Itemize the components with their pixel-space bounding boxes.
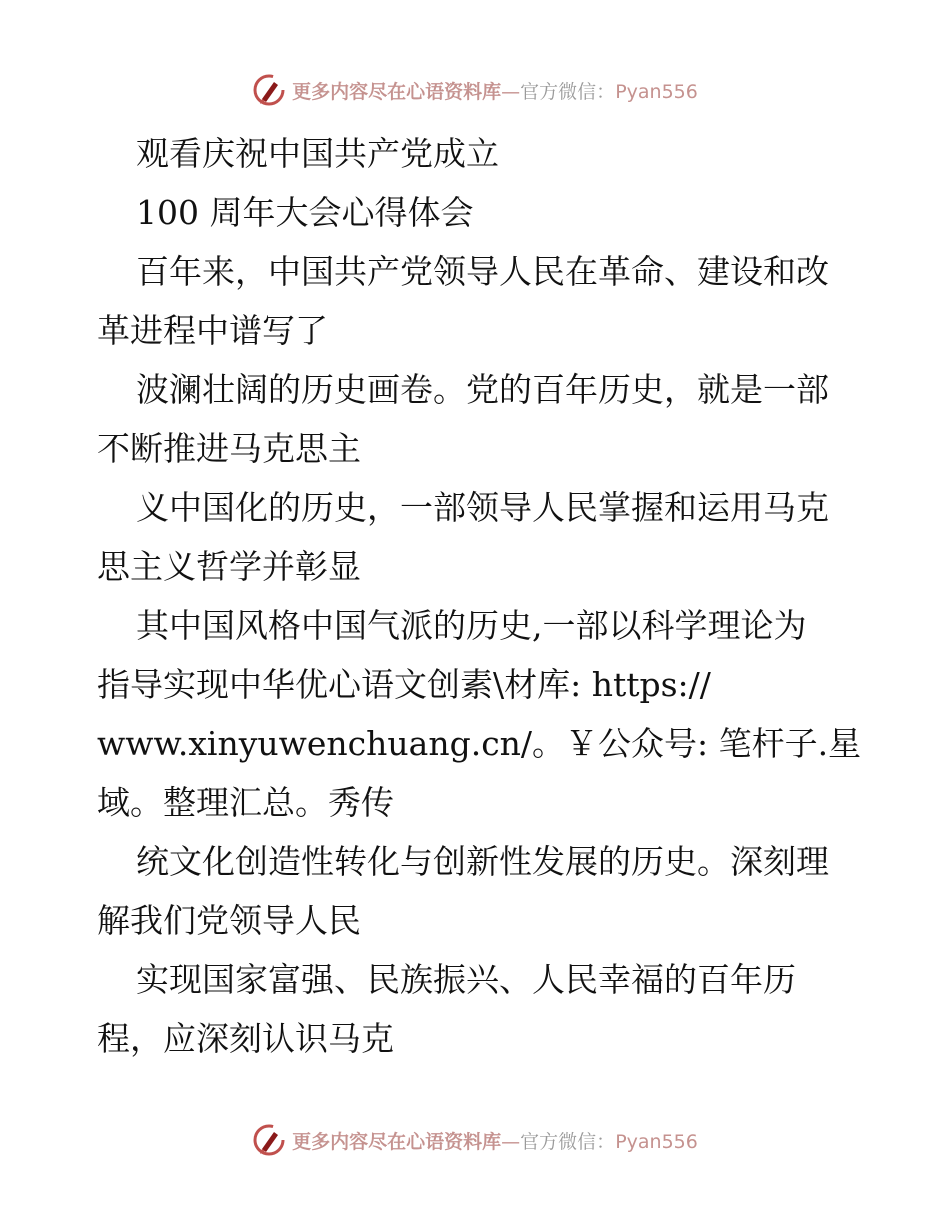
header-dash: — bbox=[501, 80, 521, 103]
header-wechat-id: Pyan556 bbox=[615, 80, 698, 103]
footer-banner-text bbox=[292, 1127, 698, 1154]
footer-official-label: 官方微信： bbox=[520, 1130, 616, 1153]
document-line: 百年来，中国共产党领导人民在革命、建设和改 bbox=[136, 252, 829, 291]
document-line: 义中国化的历史，一部领导人民掌握和运用马克 bbox=[136, 488, 829, 527]
document-line: 实现国家富强、民族振兴、人民幸福的百年历 bbox=[136, 960, 796, 999]
document-line: 解我们党领导人民 bbox=[97, 901, 361, 940]
document-line: 程，应深刻认识马克 bbox=[97, 1019, 394, 1058]
header-main-text: 更多内容尽在心语资料库 bbox=[292, 80, 502, 103]
pen-logo-icon bbox=[252, 1123, 286, 1157]
footer-dash: — bbox=[501, 1130, 521, 1153]
document-line: www.xinyuwenchuang.cn/。￥公众号: 笔杆子.星 bbox=[97, 724, 862, 763]
document-line: 不断推进马克思主 bbox=[97, 429, 361, 468]
document-line: 统文化创造性转化与创新性发展的历史。深刻理 bbox=[136, 842, 829, 881]
document-line: 观看庆祝中国共产党成立 bbox=[136, 134, 499, 173]
footer-main-text: 更多内容尽在心语资料库 bbox=[292, 1130, 502, 1153]
header-banner bbox=[0, 70, 950, 110]
footer-wechat-id: Pyan556 bbox=[615, 1130, 698, 1153]
document-line: 波澜壮阔的历史画卷。党的百年历史，就是一部 bbox=[136, 370, 829, 409]
footer-banner bbox=[0, 1120, 950, 1160]
pen-logo-icon bbox=[252, 73, 286, 107]
document-line: 指导实现中华优心语文创素\材库: https:// bbox=[97, 665, 711, 704]
header-banner-text bbox=[292, 77, 698, 104]
document-line: 域。整理汇总。秀传 bbox=[97, 783, 394, 822]
document-line: 思主义哲学并彰显 bbox=[97, 547, 361, 586]
document-line: 100 周年大会心得体会 bbox=[136, 193, 474, 232]
document-line: 其中国风格中国气派的历史,一部以科学理论为 bbox=[136, 606, 807, 645]
document-line: 革进程中谱写了 bbox=[97, 311, 328, 350]
document-body bbox=[97, 124, 887, 1068]
header-official-label: 官方微信： bbox=[520, 80, 616, 103]
